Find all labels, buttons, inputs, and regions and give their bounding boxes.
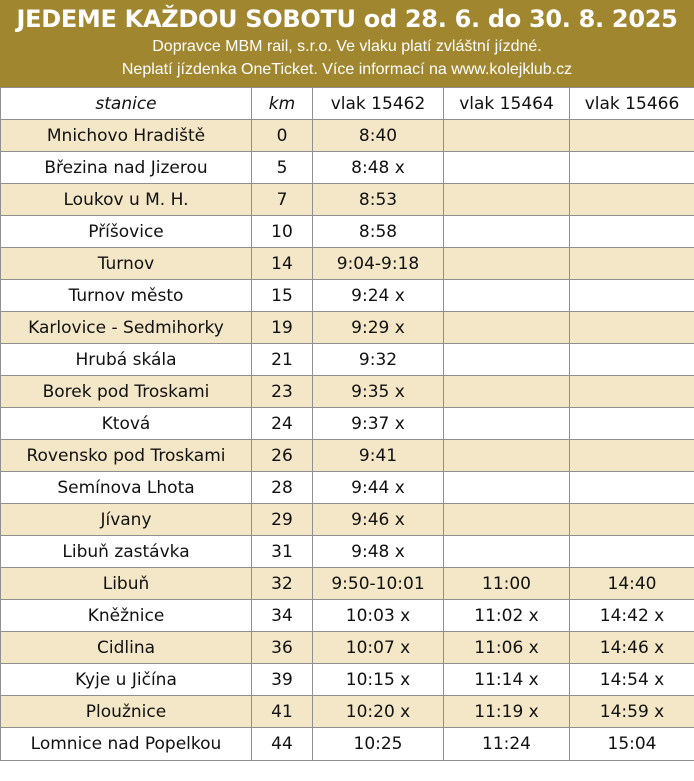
table-row bbox=[1, 440, 694, 472]
table-row bbox=[1, 696, 694, 728]
km-cell: 24 bbox=[252, 408, 313, 440]
train-15462-time: 10:20 x bbox=[313, 696, 444, 728]
train-15464-time: 11:24 bbox=[444, 728, 570, 761]
km-cell: 7 bbox=[252, 184, 313, 216]
station-cell: Březina nad Jizerou bbox=[1, 152, 252, 184]
table-row bbox=[1, 664, 694, 696]
table-row bbox=[1, 632, 694, 664]
station-cell: Ploužnice bbox=[1, 696, 252, 728]
train-15464-time: 11:06 x bbox=[444, 632, 570, 664]
table-row bbox=[1, 152, 694, 184]
station-cell: Libuň bbox=[1, 568, 252, 600]
train-15466-time bbox=[570, 120, 694, 152]
table-row bbox=[1, 280, 694, 312]
timetable-body bbox=[1, 120, 694, 761]
km-cell: 29 bbox=[252, 504, 313, 536]
station-cell: Rovensko pod Troskami bbox=[1, 440, 252, 472]
station-cell: Borek pod Troskami bbox=[1, 376, 252, 408]
train-15462-time: 9:41 bbox=[313, 440, 444, 472]
train-15462-time: 9:24 x bbox=[313, 280, 444, 312]
train-15464-time bbox=[444, 248, 570, 280]
column-header-train-15466: vlak 15466 bbox=[570, 88, 694, 120]
station-cell: Karlovice - Sedmihorky bbox=[1, 312, 252, 344]
km-cell: 26 bbox=[252, 440, 313, 472]
table-row bbox=[1, 728, 694, 761]
station-cell: Lomnice nad Popelkou bbox=[1, 728, 252, 761]
train-15466-time bbox=[570, 248, 694, 280]
station-cell: Libuň zastávka bbox=[1, 536, 252, 568]
table-row bbox=[1, 504, 694, 536]
km-cell: 10 bbox=[252, 216, 313, 248]
train-15466-time bbox=[570, 536, 694, 568]
train-15466-time: 15:04 bbox=[570, 728, 694, 761]
train-15464-time: 11:02 x bbox=[444, 600, 570, 632]
train-15462-time: 10:07 x bbox=[313, 632, 444, 664]
header-row bbox=[1, 88, 694, 120]
table-row bbox=[1, 248, 694, 280]
train-15466-time: 14:40 bbox=[570, 568, 694, 600]
train-15466-time bbox=[570, 472, 694, 504]
train-15462-time: 9:35 x bbox=[313, 376, 444, 408]
table-row bbox=[1, 536, 694, 568]
table-row bbox=[1, 600, 694, 632]
table-row bbox=[1, 344, 694, 376]
train-15462-time: 10:25 bbox=[313, 728, 444, 761]
km-cell: 23 bbox=[252, 376, 313, 408]
train-15466-time: 14:42 x bbox=[570, 600, 694, 632]
table-row bbox=[1, 184, 694, 216]
train-15466-time bbox=[570, 152, 694, 184]
train-15464-time bbox=[444, 536, 570, 568]
km-cell: 28 bbox=[252, 472, 313, 504]
train-15466-time bbox=[570, 344, 694, 376]
train-15464-time bbox=[444, 376, 570, 408]
column-header-train-15464: vlak 15464 bbox=[444, 88, 570, 120]
train-15464-time bbox=[444, 280, 570, 312]
train-15466-time bbox=[570, 312, 694, 344]
km-cell: 31 bbox=[252, 536, 313, 568]
station-cell: Mnichovo Hradiště bbox=[1, 120, 252, 152]
train-15462-time: 8:53 bbox=[313, 184, 444, 216]
timetable bbox=[0, 87, 694, 761]
train-15462-time: 9:04-9:18 bbox=[313, 248, 444, 280]
station-cell: Cidlina bbox=[1, 632, 252, 664]
train-15462-time: 10:15 x bbox=[313, 664, 444, 696]
station-cell: Kněžnice bbox=[1, 600, 252, 632]
page-title: JEDEME KAŽDOU SOBOTU od 28. 6. do 30. 8. 2025 bbox=[16, 5, 678, 33]
train-15466-time: 14:46 x bbox=[570, 632, 694, 664]
km-cell: 14 bbox=[252, 248, 313, 280]
train-15464-time bbox=[444, 504, 570, 536]
train-15462-time: 8:40 bbox=[313, 120, 444, 152]
station-cell: Hrubá skála bbox=[1, 344, 252, 376]
train-15464-time: 11:19 x bbox=[444, 696, 570, 728]
train-15462-time: 9:46 x bbox=[313, 504, 444, 536]
column-header-train-15462: vlak 15462 bbox=[313, 88, 444, 120]
table-row bbox=[1, 472, 694, 504]
train-15464-time: 11:00 bbox=[444, 568, 570, 600]
train-15462-time: 9:37 x bbox=[313, 408, 444, 440]
table-row bbox=[1, 408, 694, 440]
train-15464-time bbox=[444, 344, 570, 376]
train-15466-time bbox=[570, 280, 694, 312]
train-15464-time bbox=[444, 216, 570, 248]
column-header-station: stanice bbox=[1, 88, 252, 120]
train-15466-time bbox=[570, 216, 694, 248]
table-row bbox=[1, 568, 694, 600]
train-15462-time: 8:58 bbox=[313, 216, 444, 248]
train-15466-time bbox=[570, 184, 694, 216]
km-cell: 41 bbox=[252, 696, 313, 728]
column-header-km: km bbox=[252, 88, 313, 120]
train-15462-time: 9:29 x bbox=[313, 312, 444, 344]
train-15462-time: 10:03 x bbox=[313, 600, 444, 632]
header-banner bbox=[0, 0, 694, 87]
train-15462-time: 9:48 x bbox=[313, 536, 444, 568]
train-15466-time bbox=[570, 504, 694, 536]
train-15466-time bbox=[570, 408, 694, 440]
carrier-info: Dopravce MBM rail, s.r.o. Ve vlaku platí zvláštní jízdné. bbox=[152, 38, 542, 55]
station-cell: Loukov u M. H. bbox=[1, 184, 252, 216]
station-cell: Turnov město bbox=[1, 280, 252, 312]
km-cell: 36 bbox=[252, 632, 313, 664]
km-cell: 32 bbox=[252, 568, 313, 600]
train-15466-time bbox=[570, 440, 694, 472]
km-cell: 19 bbox=[252, 312, 313, 344]
km-cell: 0 bbox=[252, 120, 313, 152]
station-cell: Semínova Lhota bbox=[1, 472, 252, 504]
table-row bbox=[1, 120, 694, 152]
train-15464-time bbox=[444, 408, 570, 440]
train-15462-time: 9:32 bbox=[313, 344, 444, 376]
train-15464-time bbox=[444, 312, 570, 344]
train-15462-time: 8:48 x bbox=[313, 152, 444, 184]
station-cell: Turnov bbox=[1, 248, 252, 280]
train-15466-time: 14:54 x bbox=[570, 664, 694, 696]
station-cell: Kyje u Jičína bbox=[1, 664, 252, 696]
km-cell: 39 bbox=[252, 664, 313, 696]
train-15462-time: 9:50-10:01 bbox=[313, 568, 444, 600]
km-cell: 15 bbox=[252, 280, 313, 312]
train-15464-time bbox=[444, 440, 570, 472]
train-15462-time: 9:44 x bbox=[313, 472, 444, 504]
ticket-info: Neplatí jízdenka OneTicket. Více informací na www.kolejklub.cz bbox=[121, 61, 573, 78]
train-15466-time bbox=[570, 376, 694, 408]
train-15464-time bbox=[444, 152, 570, 184]
station-cell: Ktová bbox=[1, 408, 252, 440]
table-row bbox=[1, 216, 694, 248]
train-15464-time: 11:14 x bbox=[444, 664, 570, 696]
station-cell: Jívany bbox=[1, 504, 252, 536]
train-15464-time bbox=[444, 184, 570, 216]
table-row bbox=[1, 312, 694, 344]
km-cell: 21 bbox=[252, 344, 313, 376]
train-15464-time bbox=[444, 120, 570, 152]
km-cell: 44 bbox=[252, 728, 313, 761]
table-row bbox=[1, 376, 694, 408]
train-15464-time bbox=[444, 472, 570, 504]
station-cell: Příšovice bbox=[1, 216, 252, 248]
km-cell: 5 bbox=[252, 152, 313, 184]
km-cell: 34 bbox=[252, 600, 313, 632]
train-15466-time: 14:59 x bbox=[570, 696, 694, 728]
